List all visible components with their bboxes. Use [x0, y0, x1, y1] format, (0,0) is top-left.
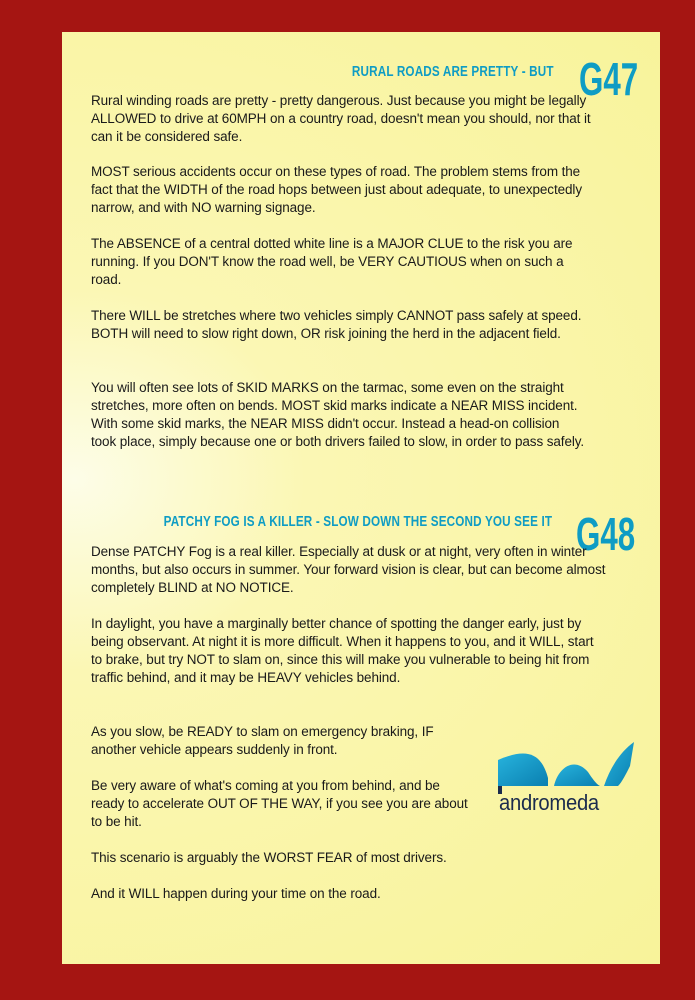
paragraph: There WILL be stretches where two vehicles simply CANNOT pass safely at speed. BOTH will need to slow right down, OR risk joining the herd in the adjacent field.	[91, 308, 582, 341]
logo-text: andromeda	[499, 790, 599, 815]
paragraph: Dense PATCHY Fog is a real killer. Especially at dusk or at night, very often in winter months, but also occurs in summer. Your forward vision is clear, but can become almost completely BLIND at NO NOTICE.	[91, 544, 606, 595]
paragraph: MOST serious accidents occur on these types of road. The problem stems from the fact that the WIDTH of the road hops between just about adequate, to unexpectedly narrow, and with NO warning signage.	[91, 164, 582, 215]
document-page	[62, 32, 660, 964]
paragraph: Rural winding roads are pretty - pretty dangerous. Just because you might be legally ALLOWED to drive at 60MPH on a country road, doesn't mean you should, nor that it can it be considered safe.	[91, 93, 591, 144]
section-heading-g48: PATCHY FOG IS A KILLER - SLOW DOWN THE SECOND YOU SEE IT	[163, 513, 552, 530]
paragraph: Be very aware of what's coming at you from behind, and be ready to accelerate OUT OF THE WAY, if you see you are about to be hit.	[91, 778, 468, 829]
paragraph: This scenario is arguably the WORST FEAR of most drivers.	[91, 850, 447, 865]
paragraph: And it WILL happen during your time on the road.	[91, 886, 381, 901]
section-code-g47: G47	[579, 53, 639, 105]
section-heading-g47: RURAL ROADS ARE PRETTY - BUT	[352, 63, 554, 80]
paragraph: As you slow, be READY to slam on emergency braking, IF another vehicle appears suddenly in front.	[91, 724, 434, 757]
paragraph: The ABSENCE of a central dotted white line is a MAJOR CLUE to the risk you are running. If you DON'T know the road well, be VERY CAUTIOUS when on such a road.	[91, 236, 573, 287]
paragraph: You will often see lots of SKID MARKS on the tarmac, some even on the straight stretches, more often on bends. MOST skid marks indicate a NEAR MISS incident. With some skid marks, the NEAR MISS didn't occur. Instead a head-on collision took place, simply because one or both drivers failed to slow, in order to pass safely.	[91, 380, 585, 449]
section-code-g48: G48	[576, 508, 636, 560]
paragraph: In daylight, you have a marginally better chance of spotting the danger early, just by being observant. At night it is more difficult. When it happens to you, and it WILL, start to brake, but try NOT to slam on, since this will make you vulnerable to being hit from traffic behind, and it may be HEAVY vehicles behind.	[91, 616, 594, 685]
